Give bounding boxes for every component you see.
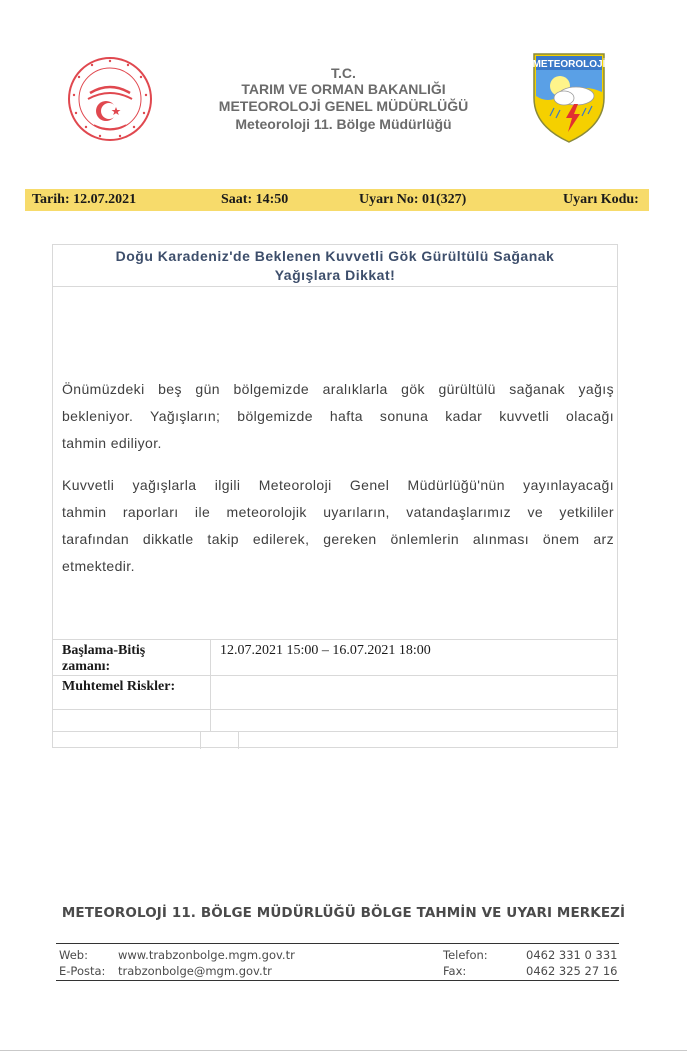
table-divider: [53, 731, 617, 732]
header-ministry: TARIM VE ORMAN BAKANLIĞI: [241, 81, 446, 97]
warning-code-label: Uyarı Kodu:: [563, 192, 639, 207]
bulletin-title: [53, 245, 617, 287]
table-divider: [53, 639, 617, 640]
warning-time: Saat: 14:50: [221, 192, 289, 207]
bulletin-title-line-1: Doğu Karadeniz'de Beklenen Kuvvetli Gök Gürültülü Sağanak: [115, 248, 555, 264]
bulletin-box: [52, 244, 618, 748]
risks-label: Muhtemel Riskler:: [62, 679, 176, 694]
warning-number: Uyarı No: 01(327): [359, 192, 467, 207]
table-divider: [238, 731, 239, 749]
paragraph-2-line: tahmin raporları ile meteorolojik uyarıların, vatandaşlarımız ve yetkililer: [62, 504, 614, 520]
page-bottom-edge: [0, 1050, 687, 1051]
footer-fax-value: 0462 325 27 16: [526, 964, 618, 978]
ministry-seal-logo: [66, 55, 154, 143]
start-end-value: 12.07.2021 15:00 – 16.07.2021 18:00: [220, 643, 431, 658]
warning-info-band: [25, 189, 649, 211]
footer-phone-value: 0462 331 0 331: [526, 948, 618, 962]
start-end-label-line-2: zamanı:: [62, 659, 111, 674]
paragraph-2-line: tarafından dikkatle takip edilerek, gereken önlemlerin alınması önem arz: [62, 531, 614, 547]
paragraph-1-line: bekleniyor. Yağışların; bölgemizde hafta sonuna kadar kuvvetli olacağı: [62, 408, 614, 424]
bulletin-paragraph-2: [62, 472, 614, 580]
table-divider: [200, 731, 201, 749]
paragraph-1-line: tahmin ediliyor.: [62, 435, 162, 451]
meteoroloji-shield-logo: [530, 52, 608, 144]
table-divider: [53, 675, 617, 676]
warning-date: Tarih: 12.07.2021: [32, 192, 137, 207]
meteoroloji-logo-label: METEOROLOJİ: [532, 59, 606, 70]
header-directorate: METEOROLOJİ GENEL MÜDÜRLÜĞÜ: [218, 98, 469, 114]
footer-web-label: Web:: [59, 948, 88, 962]
table-divider: [210, 639, 211, 731]
footer-bottom-rule: [56, 980, 619, 981]
bulletin-title-line-2: Yağışlara Dikkat!: [274, 267, 396, 283]
footer-email-label: E-Posta:: [59, 964, 106, 978]
table-divider: [53, 709, 617, 710]
header-regional: Meteoroloji 11. Bölge Müdürlüğü: [235, 116, 452, 132]
footer-email-link[interactable]: trabzonbolge@mgm.gov.tr: [118, 964, 272, 978]
start-end-label: [62, 643, 145, 675]
header-tc: T.C.: [331, 65, 356, 81]
footer-web-link[interactable]: www.trabzonbolge.mgm.gov.tr: [118, 948, 295, 962]
footer-top-rule: [56, 943, 619, 944]
footer-phone-label: Telefon:: [443, 948, 488, 962]
footer-center-title: METEOROLOJİ 11. BÖLGE MÜDÜRLÜĞÜ BÖLGE TAHMİN VE UYARI MERKEZİ: [61, 905, 626, 921]
bulletin-paragraph-1: [62, 376, 614, 457]
paragraph-1-line: Önümüzdeki beş gün bölgemizde aralıklarla gök gürültülü sağanak yağış: [62, 381, 614, 397]
start-end-label-line-1: Başlama-Bitiş: [62, 643, 146, 658]
footer-fax-label: Fax:: [443, 964, 467, 978]
paragraph-2-line: etmektedir.: [62, 558, 135, 574]
paragraph-2-line: Kuvvetli yağışlarla ilgili Meteoroloji Genel Müdürlüğü'nün yayınlayacağı: [62, 477, 614, 493]
